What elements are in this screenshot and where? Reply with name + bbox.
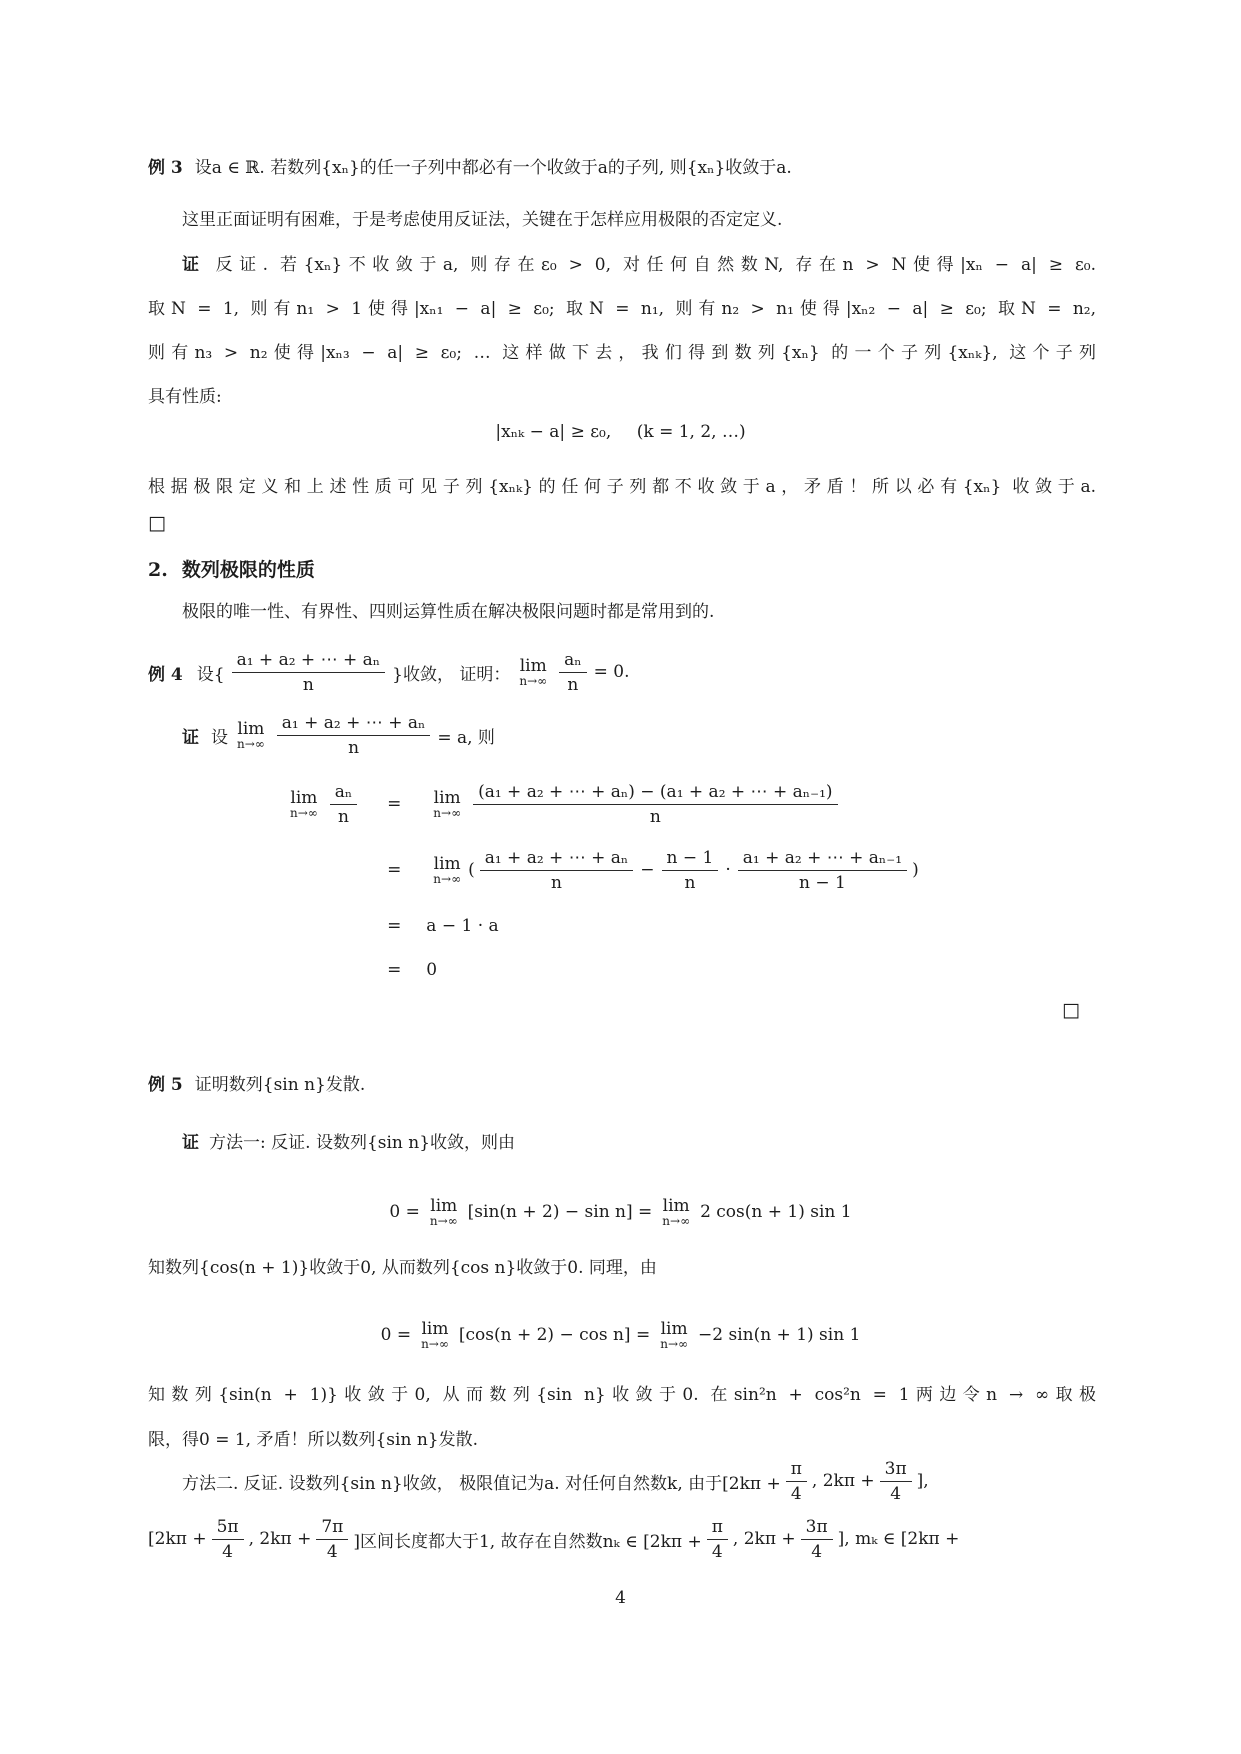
m2b-seg3: ]区间长度都大于1, 故存在自然数nₖ ∈ [2kπ + xyxy=(353,1531,702,1552)
example3-statement: 设a ∈ ℝ. 若数列{xₙ}的任一子列中都必有一个收敛于a的子列, 则{xₙ}收敛于a. xyxy=(194,158,792,178)
example3-display-equation xyxy=(0,417,1241,447)
proof-label: 证 xyxy=(182,1133,199,1153)
qed-glyph: □ xyxy=(148,512,166,534)
fraction-numerator: 7π xyxy=(316,1516,348,1540)
section2-heading xyxy=(148,555,315,585)
fraction-denominator: n − 1 xyxy=(798,872,846,893)
paren-close: ) xyxy=(912,860,919,880)
fraction xyxy=(232,649,386,696)
proof-line-1-text: 反证. 若{xₙ}不收敛于a, 则存在ε₀ > 0, 对任何自然数N, 存在n > N使得|xₙ − a| ≥ ε₀. xyxy=(215,255,1097,275)
limit-operator xyxy=(433,789,461,820)
fraction-numerator: π xyxy=(786,1458,807,1482)
fraction-numerator: n − 1 xyxy=(662,847,719,871)
limit-operator xyxy=(662,1197,690,1228)
m2b-seg5: ], mₖ ∈ [2kπ + xyxy=(837,1529,960,1549)
m2b-seg4: , 2kπ + xyxy=(732,1529,796,1549)
method1-text: 方法一: 反证. 设数列{sin n}收敛，则由 xyxy=(209,1133,516,1153)
fraction-denominator: n xyxy=(684,872,696,893)
fraction-denominator: n xyxy=(567,674,579,695)
example3-conclusion xyxy=(148,472,1096,502)
para2-line-2: 限，得0 = 1, 矛盾！所以数列{sin n}发散. xyxy=(148,1430,478,1450)
fraction xyxy=(480,847,634,894)
d2-mid: [cos(n + 2) − cos n] = xyxy=(458,1325,651,1345)
fraction xyxy=(738,847,907,894)
limit-word: lim xyxy=(290,787,318,808)
limit-word: lim xyxy=(421,1318,449,1339)
example5-display-2 xyxy=(0,1311,1241,1359)
fraction-numerator: 3π xyxy=(801,1516,833,1540)
proof-line-3: 则有n₃ > n₂使得|xₙ₃ − a| ≥ ε₀; … 这样做下去，我们得到数列{xₙ} 的一个子列{xₙₖ}, 这个子列 xyxy=(148,343,1096,363)
fraction xyxy=(473,781,837,828)
fraction xyxy=(316,1516,348,1563)
dot-operator: · xyxy=(725,860,731,880)
minus-sign: − xyxy=(640,860,655,880)
page-number-text: 4 xyxy=(615,1588,626,1608)
method2-line-1 xyxy=(182,1452,929,1510)
section-title: 数列极限的性质 xyxy=(181,559,315,581)
proof-label: 证 xyxy=(182,255,206,275)
fraction-numerator: aₙ xyxy=(330,781,358,805)
example4-proof-start xyxy=(182,703,497,767)
d1-lhs: 0 = xyxy=(389,1202,420,1222)
qed-glyph: □ xyxy=(1062,999,1080,1021)
example4-equation-array xyxy=(283,772,919,992)
limit-subscript: n→∞ xyxy=(433,871,462,886)
page-number xyxy=(0,1583,1241,1613)
fraction xyxy=(880,1458,912,1505)
d1-rhs: 2 cos(n + 1) sin 1 xyxy=(700,1202,852,1222)
fraction-denominator: 4 xyxy=(890,1483,902,1504)
fraction xyxy=(662,847,719,894)
ex4-post: = 0. xyxy=(593,662,630,682)
fraction xyxy=(801,1516,833,1563)
example3-heading xyxy=(148,153,1096,183)
proof-line-2: 取N = 1, 则有n₁ > 1使得|xₙ₁ − a| ≥ ε₀; 取N = n₁, 则有n₂ > n₁使得|xₙ₂ − a| ≥ ε₀; 取N = n₂, xyxy=(148,299,1096,319)
fraction xyxy=(786,1458,807,1505)
fraction-denominator: n xyxy=(551,872,562,893)
intro-text: 极限的唯一性、有界性、四则运算性质在解决极限问题时都是常用到的. xyxy=(182,602,715,622)
limit-word: lim xyxy=(519,655,547,676)
example3-label: 例 3 xyxy=(148,158,183,178)
fraction xyxy=(212,1516,244,1563)
m2a-seg3: ], xyxy=(916,1471,929,1491)
fraction-numerator: aₙ xyxy=(559,649,587,673)
limit-subscript: n→∞ xyxy=(662,1213,691,1228)
method2-line-2 xyxy=(148,1510,959,1568)
paren-open: ( xyxy=(468,860,475,880)
fraction-denominator: n xyxy=(348,737,360,758)
limit-word: lim xyxy=(237,718,265,739)
para2-line-1: 知数列{sin(n + 1)}收敛于0, 从而数列{sin n}收敛于0. 在sin²n + cos²n = 1两边令n → ∞取极 xyxy=(148,1385,1096,1405)
fraction-denominator: n xyxy=(302,674,314,695)
limit-word: lim xyxy=(660,1318,688,1339)
fraction-denominator: n xyxy=(338,806,349,827)
fraction-denominator: 4 xyxy=(790,1483,802,1504)
section-number: 2. xyxy=(148,559,168,581)
proof-line-4: 具有性质: xyxy=(148,387,222,407)
limit-word: lim xyxy=(433,853,461,874)
fraction xyxy=(277,712,431,759)
example4-heading xyxy=(148,640,632,704)
example4-label: 例 4 xyxy=(148,664,183,685)
limit-operator xyxy=(433,855,461,886)
fraction xyxy=(707,1516,728,1563)
example5-paragraph-2 xyxy=(148,1373,1096,1463)
fraction-numerator: a₁ + a₂ + ⋯ + aₙ xyxy=(232,649,386,673)
eq-row3-value: a − 1 · a xyxy=(426,916,499,936)
limit-operator xyxy=(430,1197,458,1228)
fraction-denominator: 4 xyxy=(222,1541,233,1562)
limit-word: lim xyxy=(662,1195,690,1216)
limit-operator xyxy=(660,1320,688,1351)
example3-proof xyxy=(148,243,1096,419)
fraction-denominator: 4 xyxy=(326,1541,338,1562)
ex4-pre: 设{ xyxy=(196,664,225,685)
limit-subscript: n→∞ xyxy=(660,1336,688,1351)
limit-operator xyxy=(237,720,265,751)
fraction-denominator: 4 xyxy=(711,1541,723,1562)
m2b-seg2: , 2kπ + xyxy=(248,1529,312,1549)
para1-text: 知数列{cos(n + 1)}收敛于0, 从而数列{cos n}收敛于0. 同理，由 xyxy=(148,1258,657,1278)
example5-proof-start xyxy=(182,1128,515,1158)
equals-sign: = xyxy=(387,916,402,936)
fraction-numerator: a₁ + a₂ + ⋯ + aₙ xyxy=(480,847,634,871)
limit-word: lim xyxy=(433,787,461,808)
d2-rhs: −2 sin(n + 1) sin 1 xyxy=(698,1325,861,1345)
eq-row4-rhs xyxy=(426,960,918,980)
m2a-seg2: , 2kπ + xyxy=(811,1471,875,1491)
equals-sign: = xyxy=(387,794,402,814)
eq-row1-lhs xyxy=(283,781,362,828)
fraction-numerator: a₁ + a₂ + ⋯ + aₙ xyxy=(277,712,431,736)
eq-row1-rhs xyxy=(426,781,918,828)
proof-line-1 xyxy=(182,243,1096,287)
limit-subscript: n→∞ xyxy=(290,805,318,820)
ex4-proof-post: = a, 则 xyxy=(437,727,495,748)
fraction-denominator: 4 xyxy=(811,1541,823,1562)
limit-subscript: n→∞ xyxy=(421,1336,449,1351)
fraction-numerator: (a₁ + a₂ + ⋯ + aₙ) − (a₁ + a₂ + ⋯ + aₙ₋₁) xyxy=(473,781,837,805)
fraction xyxy=(559,649,587,696)
example5-paragraph-1 xyxy=(148,1253,657,1283)
fraction-numerator: π xyxy=(707,1516,728,1540)
ex4-proof-pre: 设 xyxy=(211,727,228,748)
d1-mid: [sin(n + 2) − sin n] = xyxy=(467,1202,653,1222)
fraction-numerator: 5π xyxy=(212,1516,244,1540)
limit-operator xyxy=(421,1320,449,1351)
example5-label: 例 5 xyxy=(148,1075,183,1095)
display-equation-text: |xₙₖ − a| ≥ ε₀, (k = 1, 2, …) xyxy=(495,422,746,442)
fraction-denominator: n xyxy=(649,806,661,827)
limit-subscript: n→∞ xyxy=(519,673,548,688)
fraction xyxy=(330,781,358,828)
example5-statement: 证明数列{sin n}发散. xyxy=(194,1075,366,1095)
qed-square-left xyxy=(148,513,166,533)
example3-remark xyxy=(182,205,1096,235)
fraction-numerator: a₁ + a₂ + ⋯ + aₙ₋₁ xyxy=(738,847,907,871)
limit-word: lim xyxy=(430,1195,458,1216)
section2-intro xyxy=(182,597,714,627)
limit-operator xyxy=(519,657,547,688)
m2a-seg1: 方法二. 反证. 设数列{sin n}收敛， 极限值记为a. 对任何自然数k, 由于[2kπ + xyxy=(182,1473,781,1494)
limit-subscript: n→∞ xyxy=(433,805,462,820)
qed-square-right xyxy=(1062,1000,1080,1020)
limit-subscript: n→∞ xyxy=(237,736,265,751)
example5-display-1 xyxy=(0,1188,1241,1236)
limit-subscript: n→∞ xyxy=(429,1213,458,1228)
proof-label: 证 xyxy=(182,727,199,748)
remark-text: 这里正面证明有困难，于是考虑使用反证法，关键在于怎样应用极限的否定定义. xyxy=(182,210,783,230)
fraction-numerator: 3π xyxy=(880,1458,912,1482)
ex4-mid: }收敛， 证明： xyxy=(392,664,511,685)
example5-heading xyxy=(148,1070,1096,1100)
limit-operator xyxy=(290,789,318,820)
eq-row4-value: 0 xyxy=(426,960,438,980)
d2-lhs: 0 = xyxy=(380,1325,412,1345)
equals-sign: = xyxy=(387,860,402,880)
eq-row3-rhs xyxy=(426,916,918,936)
eq-row2-rhs xyxy=(426,847,918,894)
equals-sign: = xyxy=(387,960,402,980)
conclusion-text: 根据极限定义和上述性质可见子列{xₙₖ}的任何子列都不收敛于a，矛盾！所以必有{xₙ} 收敛于a. xyxy=(148,477,1096,497)
m2b-seg1: [2kπ + xyxy=(148,1529,207,1549)
